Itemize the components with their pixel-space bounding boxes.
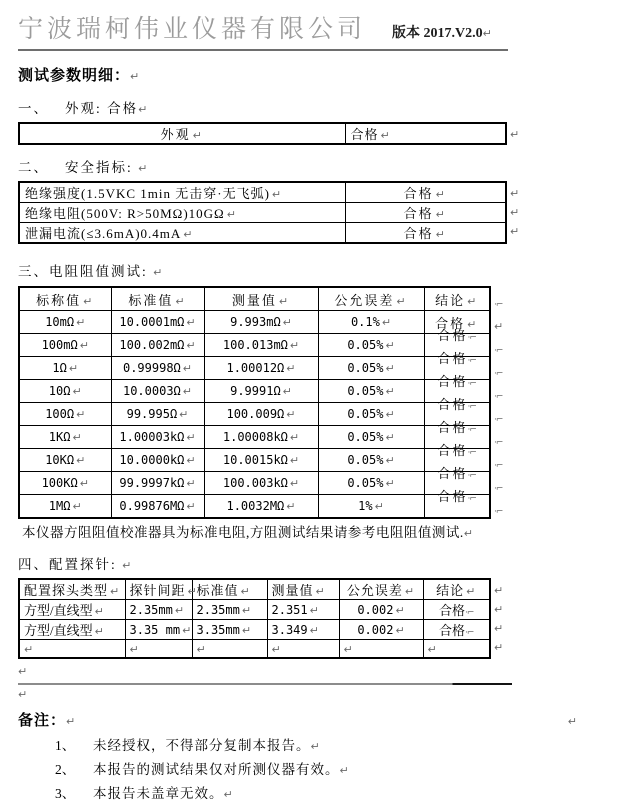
paragraph-mark-icon: [186, 454, 195, 467]
cell-standard: 10.0000kΩ↵: [111, 449, 204, 472]
cell-measured: 9.993mΩ↵: [204, 311, 318, 334]
remark-item: 1、 未经授权，不得部分复制本报告。↵: [18, 734, 633, 754]
paragraph-mark-icon: [385, 385, 394, 398]
cell-nominal: 100mΩ↵: [19, 334, 111, 357]
paragraph-mark-icon: [568, 715, 577, 728]
paragraph-mark-icon: [494, 320, 503, 333]
cell-nominal: 10KΩ↵: [19, 449, 111, 472]
paragraph-mark-icon: [283, 316, 292, 329]
paragraph-mark-icon: [72, 431, 81, 444]
cell-standard: 3.35mm↵: [192, 620, 267, 640]
safety-table: [18, 181, 507, 244]
paragraph-mark-icon: [130, 70, 140, 83]
cell-conclusion: 合格·⌐: [424, 495, 490, 519]
cell-measured: 10.0015kΩ↵: [204, 449, 318, 472]
cell-standard: 100.002mΩ↵: [111, 334, 204, 357]
table-row: [19, 426, 490, 449]
appearance-table-wrap: [18, 122, 633, 145]
cell-measured: 2.351↵: [267, 600, 339, 620]
column-header: 公允误差↵: [318, 287, 424, 311]
cell-conclusion: 合格·⌐: [423, 600, 490, 620]
cell-end-mark-icon: [494, 346, 502, 356]
paragraph-mark-icon: [183, 228, 193, 241]
paragraph-mark-icon: [494, 603, 503, 616]
cell-tolerance: 0.002↵: [339, 600, 423, 620]
cell-end-mark-icon: [468, 379, 476, 389]
row-end-marks: [494, 578, 503, 654]
paragraph-mark-icon: [182, 624, 191, 637]
table-row: [19, 123, 506, 144]
cell-end-mark-icon: [465, 628, 473, 638]
cell-end-mark-icon: [494, 461, 502, 471]
column-header: 结论↵: [424, 287, 490, 311]
table-row: [19, 380, 490, 403]
paragraph-mark-icon: [242, 624, 251, 637]
paragraph-mark-icon: [83, 295, 94, 308]
table-row: [19, 311, 490, 334]
paragraph-mark-icon: [290, 454, 299, 467]
header-divider: [18, 49, 508, 51]
cell-probe-type: 方型/直线型↵: [19, 600, 125, 620]
cell-end-mark-icon: [494, 438, 502, 448]
cell-empty: [423, 640, 490, 659]
cell-spacing: 3.35 mm↵: [125, 620, 192, 640]
cell-standard: 99.995Ω↵: [111, 403, 204, 426]
table-header-row: [19, 579, 490, 600]
cell-tolerance: 0.05%↵: [318, 403, 424, 426]
cell-label: 外观↵: [19, 123, 345, 144]
paragraph-mark-icon: [272, 188, 282, 201]
cell-standard: 10.0003Ω↵: [111, 380, 204, 403]
paragraph-mark-icon: [483, 27, 492, 40]
paragraph-mark-icon: [183, 362, 192, 375]
paragraph-mark-icon: [95, 625, 104, 638]
paragraph-mark-icon: [494, 622, 503, 635]
page-title: 测试参数明细：↵: [18, 64, 633, 85]
cell-tolerance: 0.05%↵: [318, 334, 424, 357]
paragraph-mark-icon: [381, 129, 391, 142]
cell-empty: [267, 640, 339, 659]
cell-result: 合格↵: [345, 123, 506, 144]
paragraph-mark-icon: [24, 643, 33, 656]
paragraph-mark-icon: [510, 206, 519, 219]
table-row: [19, 334, 490, 357]
column-header: 标准值↵: [111, 287, 204, 311]
cell-tolerance: 0.05%↵: [318, 472, 424, 495]
section-heading-appearance: 一、 外观: 合格↵: [18, 97, 633, 117]
cell-conclusion: 合格↵: [424, 311, 490, 334]
cell-end-mark-icon: [465, 608, 473, 618]
cell-standard: 0.99998Ω↵: [111, 357, 204, 380]
company-name: 宁波瑞柯伟业仪器有限公司: [18, 16, 367, 43]
paragraph-mark-icon: [395, 624, 404, 637]
cell-empty: [339, 640, 423, 659]
table-header-row: [19, 287, 490, 311]
paragraph-mark-icon: [436, 188, 447, 201]
paragraph-mark-icon: [186, 500, 195, 513]
paragraph-mark-icon: [510, 128, 519, 141]
cell-conclusion: 合格·⌐: [424, 403, 490, 426]
cell-result: 合格↵: [345, 223, 506, 244]
cell-end-mark-icon: [494, 484, 502, 494]
cell-measured: 1.0032MΩ↵: [204, 495, 318, 519]
remarks-title: 备注：↵: [18, 709, 633, 730]
paragraph-mark-icon: [76, 316, 85, 329]
paragraph-mark-icon: [72, 385, 81, 398]
paragraph-mark-icon: [290, 431, 299, 444]
probe-table: [18, 578, 491, 659]
cell-end-mark-icon: [468, 448, 476, 458]
cell-tolerance: 0.05%↵: [318, 380, 424, 403]
cell-empty: [192, 640, 267, 659]
appearance-table: [18, 122, 507, 145]
cell-conclusion: 合格·⌐: [424, 426, 490, 449]
paragraph-mark-icon: [138, 103, 149, 116]
table-row: [19, 403, 490, 426]
cell-standard: 2.35mm↵: [192, 600, 267, 620]
paragraph-mark-icon: [197, 643, 206, 656]
paragraph-mark-icon: [76, 408, 85, 421]
paragraph-mark-icon: [310, 624, 319, 637]
paragraph-mark-icon: [385, 408, 394, 421]
table-row: [19, 223, 506, 244]
paragraph-mark-icon: [138, 162, 149, 175]
document-header: [18, 16, 633, 44]
paragraph-mark-icon: [72, 500, 81, 513]
paragraph-mark-icon: [396, 295, 407, 308]
paragraph-mark-icon: [436, 228, 447, 241]
cell-tolerance: 0.1%↵: [318, 311, 424, 334]
cell-tolerance: 1%↵: [318, 495, 424, 519]
cell-end-mark-icon: [468, 471, 476, 481]
paragraph-mark-icon: [290, 339, 299, 352]
cell-label: 绝缘电阻(500V: R>50MΩ)10GΩ↵: [19, 203, 345, 223]
cell-standard: 1.00003kΩ↵: [111, 426, 204, 449]
paragraph-mark-icon: [76, 454, 85, 467]
paragraph-mark-icon: [95, 605, 104, 618]
table-row: [19, 357, 490, 380]
cell-end-mark-icon: [494, 392, 502, 402]
paragraph-mark-icon: [179, 408, 188, 421]
paragraph-mark-icon: [405, 585, 415, 598]
version-label: 版本 2017.V2.0↵: [392, 22, 492, 42]
paragraph-mark-icon: [80, 477, 89, 490]
column-header: 公允误差↵: [339, 579, 423, 600]
paragraph-mark-icon: [385, 431, 394, 444]
paragraph-mark-icon: [130, 643, 139, 656]
paragraph-mark-icon: [316, 585, 326, 598]
cell-nominal: 1KΩ↵: [19, 426, 111, 449]
paragraph-mark-icon: [510, 187, 519, 200]
paragraph-mark-icon: [186, 477, 195, 490]
paragraph-mark-icon: [385, 477, 394, 490]
cell-measured: 3.349↵: [267, 620, 339, 640]
paragraph-mark-icon: [183, 385, 192, 398]
cell-end-mark-icon: [468, 425, 476, 435]
table-row: [19, 620, 490, 640]
cell-conclusion: 合格·⌐: [423, 620, 490, 640]
cell-tolerance: 0.002↵: [339, 620, 423, 640]
cell-conclusion: 合格·⌐: [424, 357, 490, 380]
paragraph-mark-icon: [385, 362, 394, 375]
paragraph-mark-icon: [69, 362, 78, 375]
cell-conclusion: 合格·⌐: [424, 380, 490, 403]
row-end-marks: [510, 181, 519, 238]
column-header: 探针间距↵: [125, 579, 192, 600]
cell-nominal: 1MΩ↵: [19, 495, 111, 519]
paragraph-mark-icon: [153, 266, 164, 279]
table-row: [19, 203, 506, 223]
cell-end-mark-icon: [468, 494, 476, 504]
cell-conclusion: 合格·⌐: [424, 334, 490, 357]
paragraph-mark-icon: [186, 431, 195, 444]
cell-measured: 100.013mΩ↵: [204, 334, 318, 357]
paragraph-mark-icon: [385, 454, 394, 467]
paragraph-mark-icon: [279, 295, 290, 308]
paragraph-mark-icon: [186, 339, 195, 352]
section-heading-safety: 二、 安全指标: ↵: [18, 156, 633, 176]
cell-standard: 10.0001mΩ↵: [111, 311, 204, 334]
paragraph-mark-icon: [66, 715, 76, 728]
safety-table-wrap: [18, 181, 633, 244]
cell-nominal: 1Ω↵: [19, 357, 111, 380]
cell-result: 合格↵: [345, 203, 506, 223]
cell-measured: 1.00012Ω↵: [204, 357, 318, 380]
column-header: 配置探头类型↵: [19, 579, 125, 600]
cell-tolerance: 0.05%↵: [318, 357, 424, 380]
paragraph-mark-icon: [375, 500, 384, 513]
probe-table-wrap: [18, 578, 633, 659]
cell-standard: 99.9997kΩ↵: [111, 472, 204, 495]
cell-spacing: 2.35mm↵: [125, 600, 192, 620]
row-end-marks: [494, 286, 503, 517]
paragraph-mark-icon: [286, 500, 295, 513]
paragraph-mark-icon: [241, 585, 251, 598]
paragraph-mark-icon: [340, 764, 349, 777]
table-row: [19, 640, 490, 659]
paragraph-mark-icon: [175, 604, 184, 617]
cell-nominal: 100Ω↵: [19, 403, 111, 426]
cell-nominal: 100KΩ↵: [19, 472, 111, 495]
cell-end-mark-icon: [468, 333, 476, 343]
paragraph-mark-icon: [122, 559, 133, 572]
column-header: 结论↵: [423, 579, 490, 600]
cell-measured: 100.009Ω↵: [204, 403, 318, 426]
cell-nominal: 10Ω↵: [19, 380, 111, 403]
cell-end-mark-icon: [494, 507, 502, 517]
cell-measured: 1.00008kΩ↵: [204, 426, 318, 449]
row-end-marks: [510, 122, 519, 141]
cell-end-mark-icon: [468, 356, 476, 366]
paragraph-mark-icon: [494, 584, 503, 597]
paragraph-mark-icon: [110, 585, 120, 598]
cell-empty: [125, 640, 192, 659]
paragraph-mark-icon: [18, 688, 27, 701]
paragraph-mark-icon: [382, 316, 391, 329]
column-header: 标准值↵: [192, 579, 267, 600]
cell-end-mark-icon: [494, 369, 502, 379]
column-header: 测量值↵: [204, 287, 318, 311]
remark-item: 3、 本报告未盖章无效。↵: [18, 782, 633, 802]
section-heading-probe: 四、配置探针: ↵: [18, 553, 633, 573]
cell-label: 泄漏电流(≤3.6mA)0.4mA↵: [19, 223, 345, 244]
paragraph-mark-icon: [494, 641, 503, 654]
cell-standard: 0.99876MΩ↵: [111, 495, 204, 519]
paragraph-mark-icon: [385, 339, 394, 352]
paragraph-mark-icon: [193, 129, 204, 142]
paragraph-mark-icon: [510, 225, 519, 238]
cell-measured: 100.003kΩ↵: [204, 472, 318, 495]
paragraph-mark-icon: [467, 295, 478, 308]
resistance-table-wrap: [18, 286, 633, 519]
cell-conclusion: 合格·⌐: [424, 472, 490, 495]
paragraph-mark-icon: [464, 527, 474, 540]
paragraph-mark-icon: [224, 788, 233, 801]
paragraph-mark-icon: [344, 643, 353, 656]
paragraph-mark-icon: [286, 362, 295, 375]
cell-end-mark-icon: [468, 402, 476, 412]
cell-probe-type: 方型/直线型↵: [19, 620, 125, 640]
paragraph-mark-icon: [18, 665, 27, 678]
cell-empty: [19, 640, 125, 659]
column-header: 标称值↵: [19, 287, 111, 311]
cell-end-mark-icon: [494, 300, 502, 310]
paragraph-mark-icon: [395, 604, 404, 617]
paragraph-mark-icon: [290, 477, 299, 490]
resistance-table: [18, 286, 491, 519]
paragraph-mark-icon: [466, 585, 476, 598]
paragraph-mark-icon: [227, 208, 237, 221]
table-row: [19, 449, 490, 472]
paragraph-mark-icon: [436, 208, 447, 221]
cell-nominal: 10mΩ↵: [19, 311, 111, 334]
cell-end-mark-icon: [494, 415, 502, 425]
paragraph-mark-icon: [272, 643, 281, 656]
table-row: [19, 495, 490, 519]
cell-tolerance: 0.05%↵: [318, 426, 424, 449]
paragraph-mark-icon: [242, 604, 251, 617]
remark-item: 2、 本报告的测试结果仅对所测仪器有效。↵: [18, 758, 633, 778]
column-header: 测量值↵: [267, 579, 339, 600]
cell-label: 绝缘强度(1.5VKC 1min 无击穿·无飞弧)↵: [19, 182, 345, 203]
paragraph-mark-icon: [283, 385, 292, 398]
cell-conclusion: 合格·⌐: [424, 449, 490, 472]
table-row: [19, 600, 490, 620]
paragraph-mark-icon: [175, 295, 186, 308]
table-row: [19, 182, 506, 203]
paragraph-mark-icon: [310, 604, 319, 617]
paragraph-mark-icon: [80, 339, 89, 352]
paragraph-mark-icon: [311, 740, 320, 753]
cell-result: 合格↵: [345, 182, 506, 203]
paragraph-mark-icon: [286, 408, 295, 421]
paragraph-mark-icon: [186, 316, 195, 329]
resistance-note: 本仪器方阻阻值校准器具为标准电阻,方阻测试结果请参考电阻阻值测试.↵: [22, 521, 633, 541]
cell-measured: 9.9991Ω↵: [204, 380, 318, 403]
paragraph-mark-icon: [428, 643, 437, 656]
table-row: [19, 472, 490, 495]
section-heading-resistance: 三、电阻阻值测试: ↵: [18, 260, 633, 280]
cell-tolerance: 0.05%↵: [318, 449, 424, 472]
